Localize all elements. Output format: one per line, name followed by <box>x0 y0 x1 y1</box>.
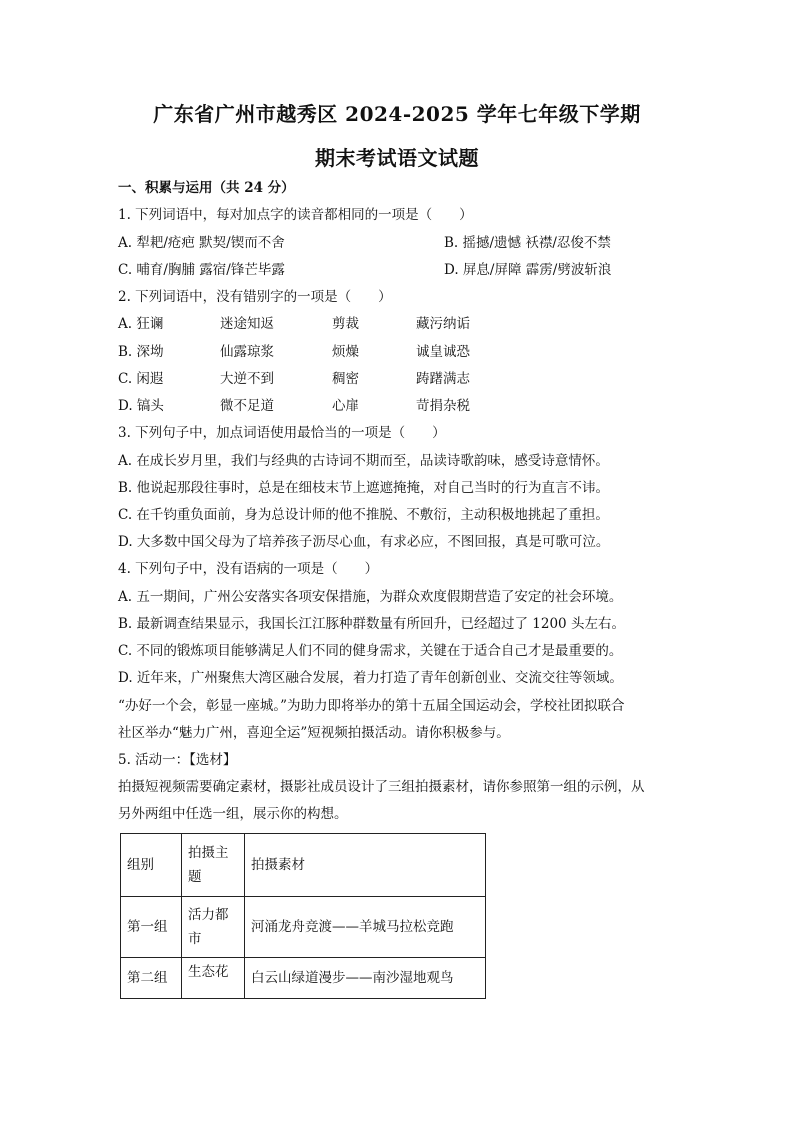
section-heading: 一、积累与运用（共 24 分） <box>118 180 295 196</box>
q2-d-word2: 微不足道 <box>220 398 274 414</box>
q3-stem: 3. 下列句子中，加点词语使用最恰当的一项是（ ） <box>118 425 446 441</box>
q1-option-c: C. 哺育/胸脯 露宿/锋芒毕露 <box>118 262 285 278</box>
q2-a-word4: 藏污纳诟 <box>416 316 470 332</box>
q2-a-word3: 剪裁 <box>332 316 359 332</box>
table-row <box>121 958 486 999</box>
cell-material: 河涌龙舟竞渡——羊城马拉松竞跑 <box>245 897 486 958</box>
q2-d-word1: D. 镐头 <box>118 398 164 414</box>
cell-theme: 生态花 <box>182 958 245 999</box>
q2-b-word2: 仙露琼浆 <box>220 344 274 360</box>
q2-b-word1: B. 深坳 <box>118 344 164 360</box>
q2-b-word4: 诚皇诚恐 <box>416 344 470 360</box>
q3-option-c: C. 在千钧重负面前，身为总设计师的他不推脱、不敷衍，主动积极地挑起了重担。 <box>118 507 609 523</box>
q3-option-b: B. 他说起那段往事时，总是在细枝末节上遮遮掩掩，对自己当时的行为直言不讳。 <box>118 480 610 496</box>
header-material: 拍摄素材 <box>245 834 486 897</box>
q5-stem: 5. 活动一：【选材】 <box>118 752 237 768</box>
q1-option-a: A. 犁耙/疮疤 默契/锲而不舍 <box>118 235 285 251</box>
q2-stem: 2. 下列词语中，没有错别字的一项是（ ） <box>118 289 392 305</box>
cell-group: 第二组 <box>121 958 182 999</box>
cell-group: 第一组 <box>121 897 182 958</box>
q2-c-word3: 稠密 <box>332 371 359 387</box>
q5-desc-line1: 拍摄短视频需要确定素材，摄影社成员设计了三组拍摄素材，请你参照第一组的示例，从 <box>118 779 645 795</box>
q2-c-word2: 大逆不到 <box>220 371 274 387</box>
q4-option-c: C. 不同的锻炼项目能够满足人们不同的健身需求，关键在于适合自己才是最重要的。 <box>118 643 623 659</box>
table-row <box>121 897 486 958</box>
q1-stem: 1. 下列词语中，每对加点字的读音都相同的一项是（ ） <box>118 207 473 223</box>
q1-option-d: D. 屏息/屏障 霹雳/劈波斩浪 <box>444 262 612 278</box>
cell-material: 白云山绿道漫步——南沙湿地观鸟 <box>245 958 486 999</box>
exam-title-line2: 期末考试语文试题 <box>315 146 479 170</box>
cell-theme: 活力都市 <box>182 897 245 958</box>
q2-c-word1: C. 闲遐 <box>118 371 164 387</box>
header-group: 组别 <box>121 834 182 897</box>
q2-a-word1: A. 狂谰 <box>118 316 164 332</box>
q2-c-word4: 踌躇满志 <box>416 371 470 387</box>
table-header-row <box>121 834 486 897</box>
intro-line2: 社区举办“魅力广州，喜迎全运”短视频拍摄活动。请你积极参与。 <box>118 725 510 741</box>
exam-title-line1: 广东省广州市越秀区 2024-2025 学年七年级下学期 <box>153 102 641 126</box>
intro-line1: “办好一个会，彰显一座城。”为助力即将举办的第十五届全国运动会，学校社团拟联合 <box>118 698 625 714</box>
q2-a-word2: 迷途知返 <box>220 316 274 332</box>
q1-option-b: B. 摇撼/遗憾 袄襟/忍俊不禁 <box>444 235 611 251</box>
q2-b-word3: 烦燥 <box>332 344 359 360</box>
q4-stem: 4. 下列句子中，没有语病的一项是（ ） <box>118 561 379 577</box>
header-theme: 拍摄主题 <box>182 834 245 897</box>
q5-desc-line2: 另外两组中任选一组，展示你的构想。 <box>118 806 348 822</box>
q2-d-word3: 心扉 <box>332 398 359 414</box>
q2-d-word4: 苛捐杂税 <box>416 398 470 414</box>
q4-option-b: B. 最新调查结果显示，我国长江江豚种群数量有所回升，已经超过了 1200 头左右。 <box>118 616 625 632</box>
material-table <box>120 833 486 999</box>
q3-option-d: D. 大多数中国父母为了培养孩子沥尽心血，有求必应，不图回报，真是可歌可泣。 <box>118 534 610 550</box>
q4-option-a: A. 五一期间，广州公安落实各项安保措施，为群众欢度假期营造了安定的社会环境。 <box>118 589 623 605</box>
q4-option-d: D. 近年来，广州聚焦大湾区融合发展，着力打造了青年创新创业、交流交往等领域。 <box>118 670 623 686</box>
q3-option-a: A. 在成长岁月里，我们与经典的古诗词不期而至，品读诗歌韵味，感受诗意情怀。 <box>118 453 609 469</box>
